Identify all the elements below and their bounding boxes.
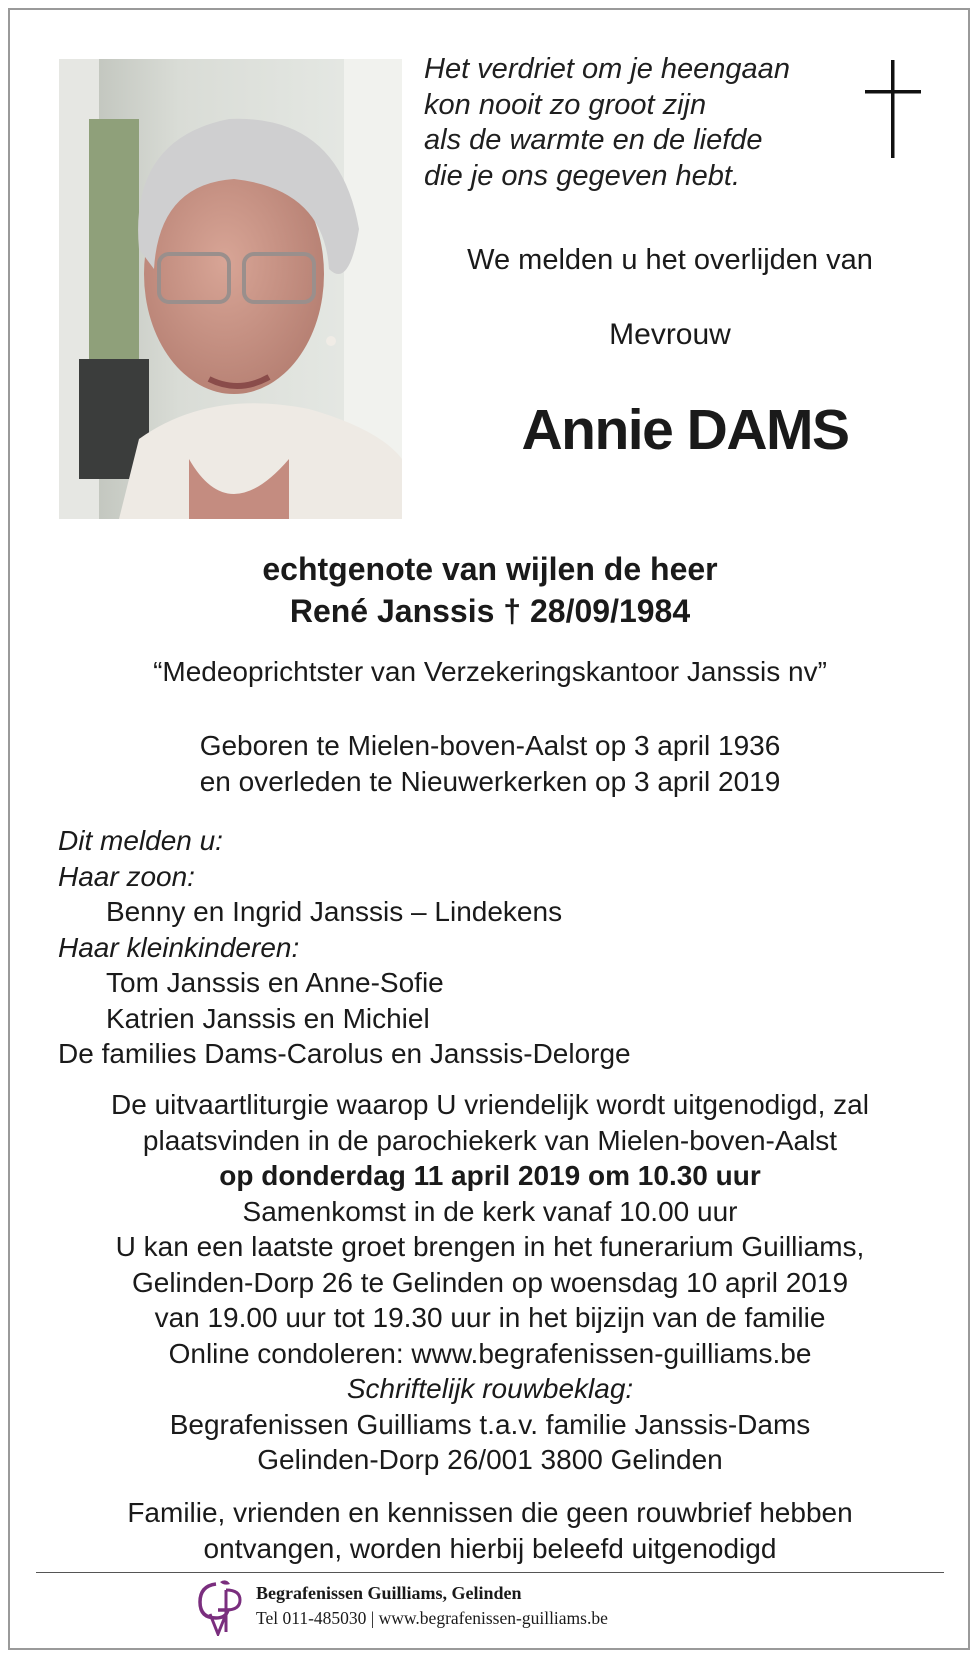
visit-line: U kan een laatste groet brengen in het funerarium Guilliams, <box>115 1231 865 1262</box>
written-condolence-header: Schriftelijk rouwbeklag: <box>346 1373 634 1404</box>
grandchild-name: Tom Janssis en Anne-Sofie <box>106 967 444 998</box>
honorific: Mevrouw <box>609 318 731 351</box>
birth-line: Geboren te Mielen-boven-Aalst op 3 april 1936 <box>199 730 781 761</box>
poem-line: die je ons gegeven hebt. <box>424 159 741 192</box>
poem-line: als de warmte en de liefde <box>424 124 763 156</box>
memorial-poem <box>424 52 824 194</box>
death-line: en overleden te Nieuwerkerken op 3 april 2019 <box>199 765 781 797</box>
cross-icon <box>865 60 921 158</box>
spouse-line: echtgenote van wijlen de heer <box>262 551 718 587</box>
son-header: Haar zoon: <box>58 860 195 892</box>
service-datetime: op donderdag 11 april 2019 om 10.30 uur <box>219 1160 761 1191</box>
grandchild-name: Katrien Janssis en Michiel <box>106 1002 430 1034</box>
address-line: Begrafenissen Guilliams t.a.v. familie Janssis-Dams <box>169 1408 811 1440</box>
funeral-service-info <box>0 1087 980 1478</box>
invitation-line: ontvangen, worden hierbij beleefd uitgenodigd <box>203 1532 777 1564</box>
footer-divider <box>36 1572 944 1573</box>
visit-line: van 19.00 uur tot 19.30 uur in het bijzijn van de familie <box>154 1302 826 1333</box>
life-dates <box>0 728 980 799</box>
funeral-home-name: Begrafenissen Guilliams, Gelinden <box>256 1583 522 1603</box>
funeral-home-logo-icon <box>196 1578 244 1636</box>
funeral-home-contact: Tel 011-485030 | www.begrafenissen-guilliams.be <box>256 1608 608 1628</box>
family-list <box>58 823 938 1072</box>
occupation-quote: “Medeoprichtster van Verzekeringskantoor Janssis nv” <box>153 656 827 687</box>
poem-line: Het verdriet om je heengaan <box>424 53 790 85</box>
invitation-text <box>0 1495 980 1566</box>
service-line: De uitvaartliturgie waarop U vriendelijk wordt uitgenodigd, zal <box>111 1089 869 1120</box>
gathering-line: Samenkomst in de kerk vanaf 10.00 uur <box>242 1195 738 1227</box>
deceased-name: Annie DAMS <box>521 398 849 462</box>
family-intro: Dit melden u: <box>58 825 223 856</box>
announcement-text: We melden u het overlijden van <box>467 244 873 276</box>
portrait-photo <box>59 59 402 519</box>
poem-line: kon nooit zo groot zijn <box>424 88 707 121</box>
families-line: De families Dams-Carolus en Janssis-Delorge <box>58 1038 631 1069</box>
address-line: Gelinden-Dorp 26/001 3800 Gelinden <box>257 1444 723 1475</box>
son-name: Benny en Ingrid Janssis – Lindekens <box>106 896 563 927</box>
spouse-name: René Janssis † 28/09/1984 <box>289 593 691 629</box>
grandchildren-header: Haar kleinkinderen: <box>58 931 300 963</box>
online-condolence-line: Online condoleren: www.begrafenissen-guilliams.be <box>168 1337 812 1369</box>
visit-line: Gelinden-Dorp 26 te Gelinden op woensdag 10 april 2019 <box>131 1266 849 1298</box>
spouse-block <box>0 548 980 632</box>
service-line: plaatsvinden in de parochiekerk van Mielen-boven-Aalst <box>142 1124 838 1156</box>
invitation-line: Familie, vrienden en kennissen die geen rouwbrief hebben <box>127 1497 853 1528</box>
